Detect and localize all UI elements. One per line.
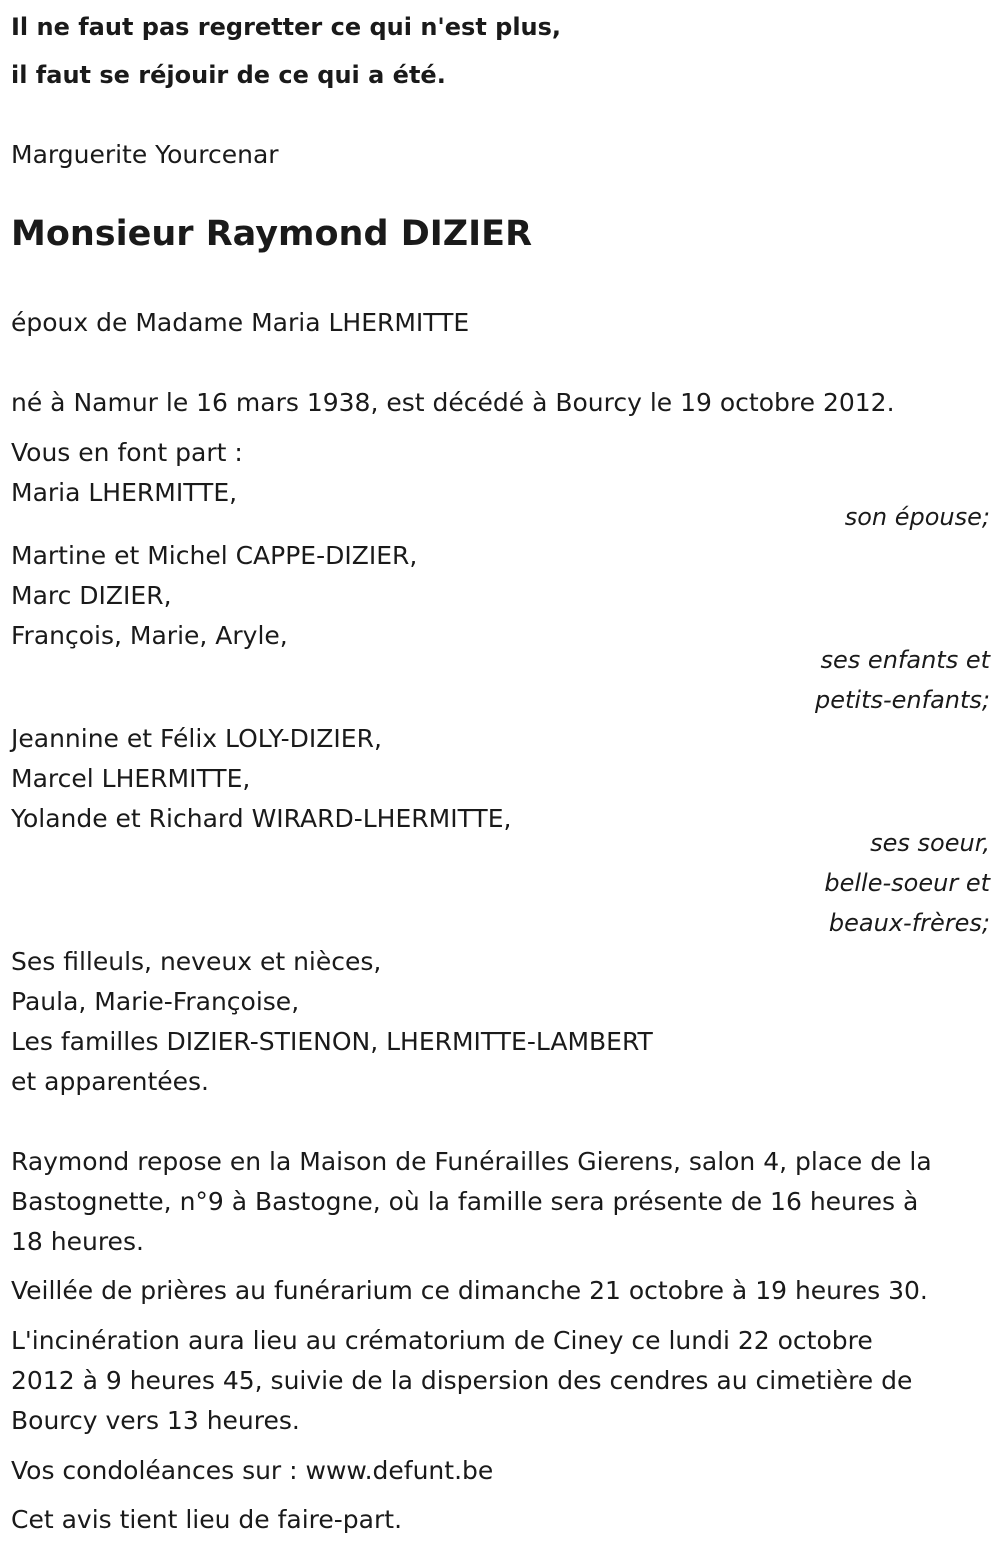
relation-label: beaux-frères; — [828, 909, 990, 937]
spouse-line: époux de Madame Maria LHERMITTE — [11, 308, 470, 337]
relation-label: ses enfants et — [820, 646, 990, 674]
incineration-line: L'incinération aura lieu au crématorium de Ciney ce lundi 22 octobre — [11, 1326, 873, 1355]
incineration-line: 2012 à 9 heures 45, suivie de la dispersion des cendres au cimetière de — [11, 1366, 913, 1395]
repose-line: 18 heures. — [11, 1227, 144, 1256]
announcement-intro: Vous en font part : — [11, 438, 243, 467]
quote-line-2: il faut se réjouir de ce qui a été. — [11, 61, 446, 89]
others-line: et apparentées. — [11, 1067, 209, 1096]
others-line: Ses filleuls, neveux et nièces, — [11, 947, 382, 976]
relation-label: son épouse; — [844, 503, 990, 531]
faire-part-line: Cet avis tient lieu de faire-part. — [11, 1505, 403, 1534]
family-name-line: Marc DIZIER, — [11, 581, 172, 610]
condoleances-line: Vos condoléances sur : www.defunt.be — [11, 1456, 494, 1485]
family-name-line: Maria LHERMITTE, — [11, 478, 238, 507]
family-name-line: François, Marie, Aryle, — [11, 621, 288, 650]
family-name-line: Marcel LHERMITTE, — [11, 764, 251, 793]
relation-label: ses soeur, — [870, 829, 990, 857]
incineration-line: Bourcy vers 13 heures. — [11, 1406, 300, 1435]
repose-line: Bastognette, n°9 à Bastogne, où la famille sera présente de 16 heures à — [11, 1187, 919, 1216]
quote-line-1: Il ne faut pas regretter ce qui n'est plus, — [11, 13, 562, 41]
repose-line: Raymond repose en la Maison de Funérailles Gierens, salon 4, place de la — [11, 1147, 932, 1176]
family-name-line: Jeannine et Félix LOLY-DIZIER, — [11, 724, 382, 753]
others-line: Les familles DIZIER-STIENON, LHERMITTE-LAMBERT — [11, 1027, 653, 1056]
veillee-line: Veillée de prières au funérarium ce dimanche 21 octobre à 19 heures 30. — [11, 1276, 928, 1305]
quote-author: Marguerite Yourcenar — [11, 140, 279, 169]
others-line: Paula, Marie-Françoise, — [11, 987, 300, 1016]
deceased-name: Monsieur Raymond DIZIER — [11, 214, 533, 254]
relation-label: petits-enfants; — [815, 686, 990, 714]
birth-death-line: né à Namur le 16 mars 1938, est décédé à Bourcy le 19 octobre 2012. — [11, 388, 895, 417]
relation-label: belle-soeur et — [824, 869, 990, 897]
family-name-line: Yolande et Richard WIRARD-LHERMITTE, — [11, 804, 512, 833]
family-name-line: Martine et Michel CAPPE-DIZIER, — [11, 541, 418, 570]
